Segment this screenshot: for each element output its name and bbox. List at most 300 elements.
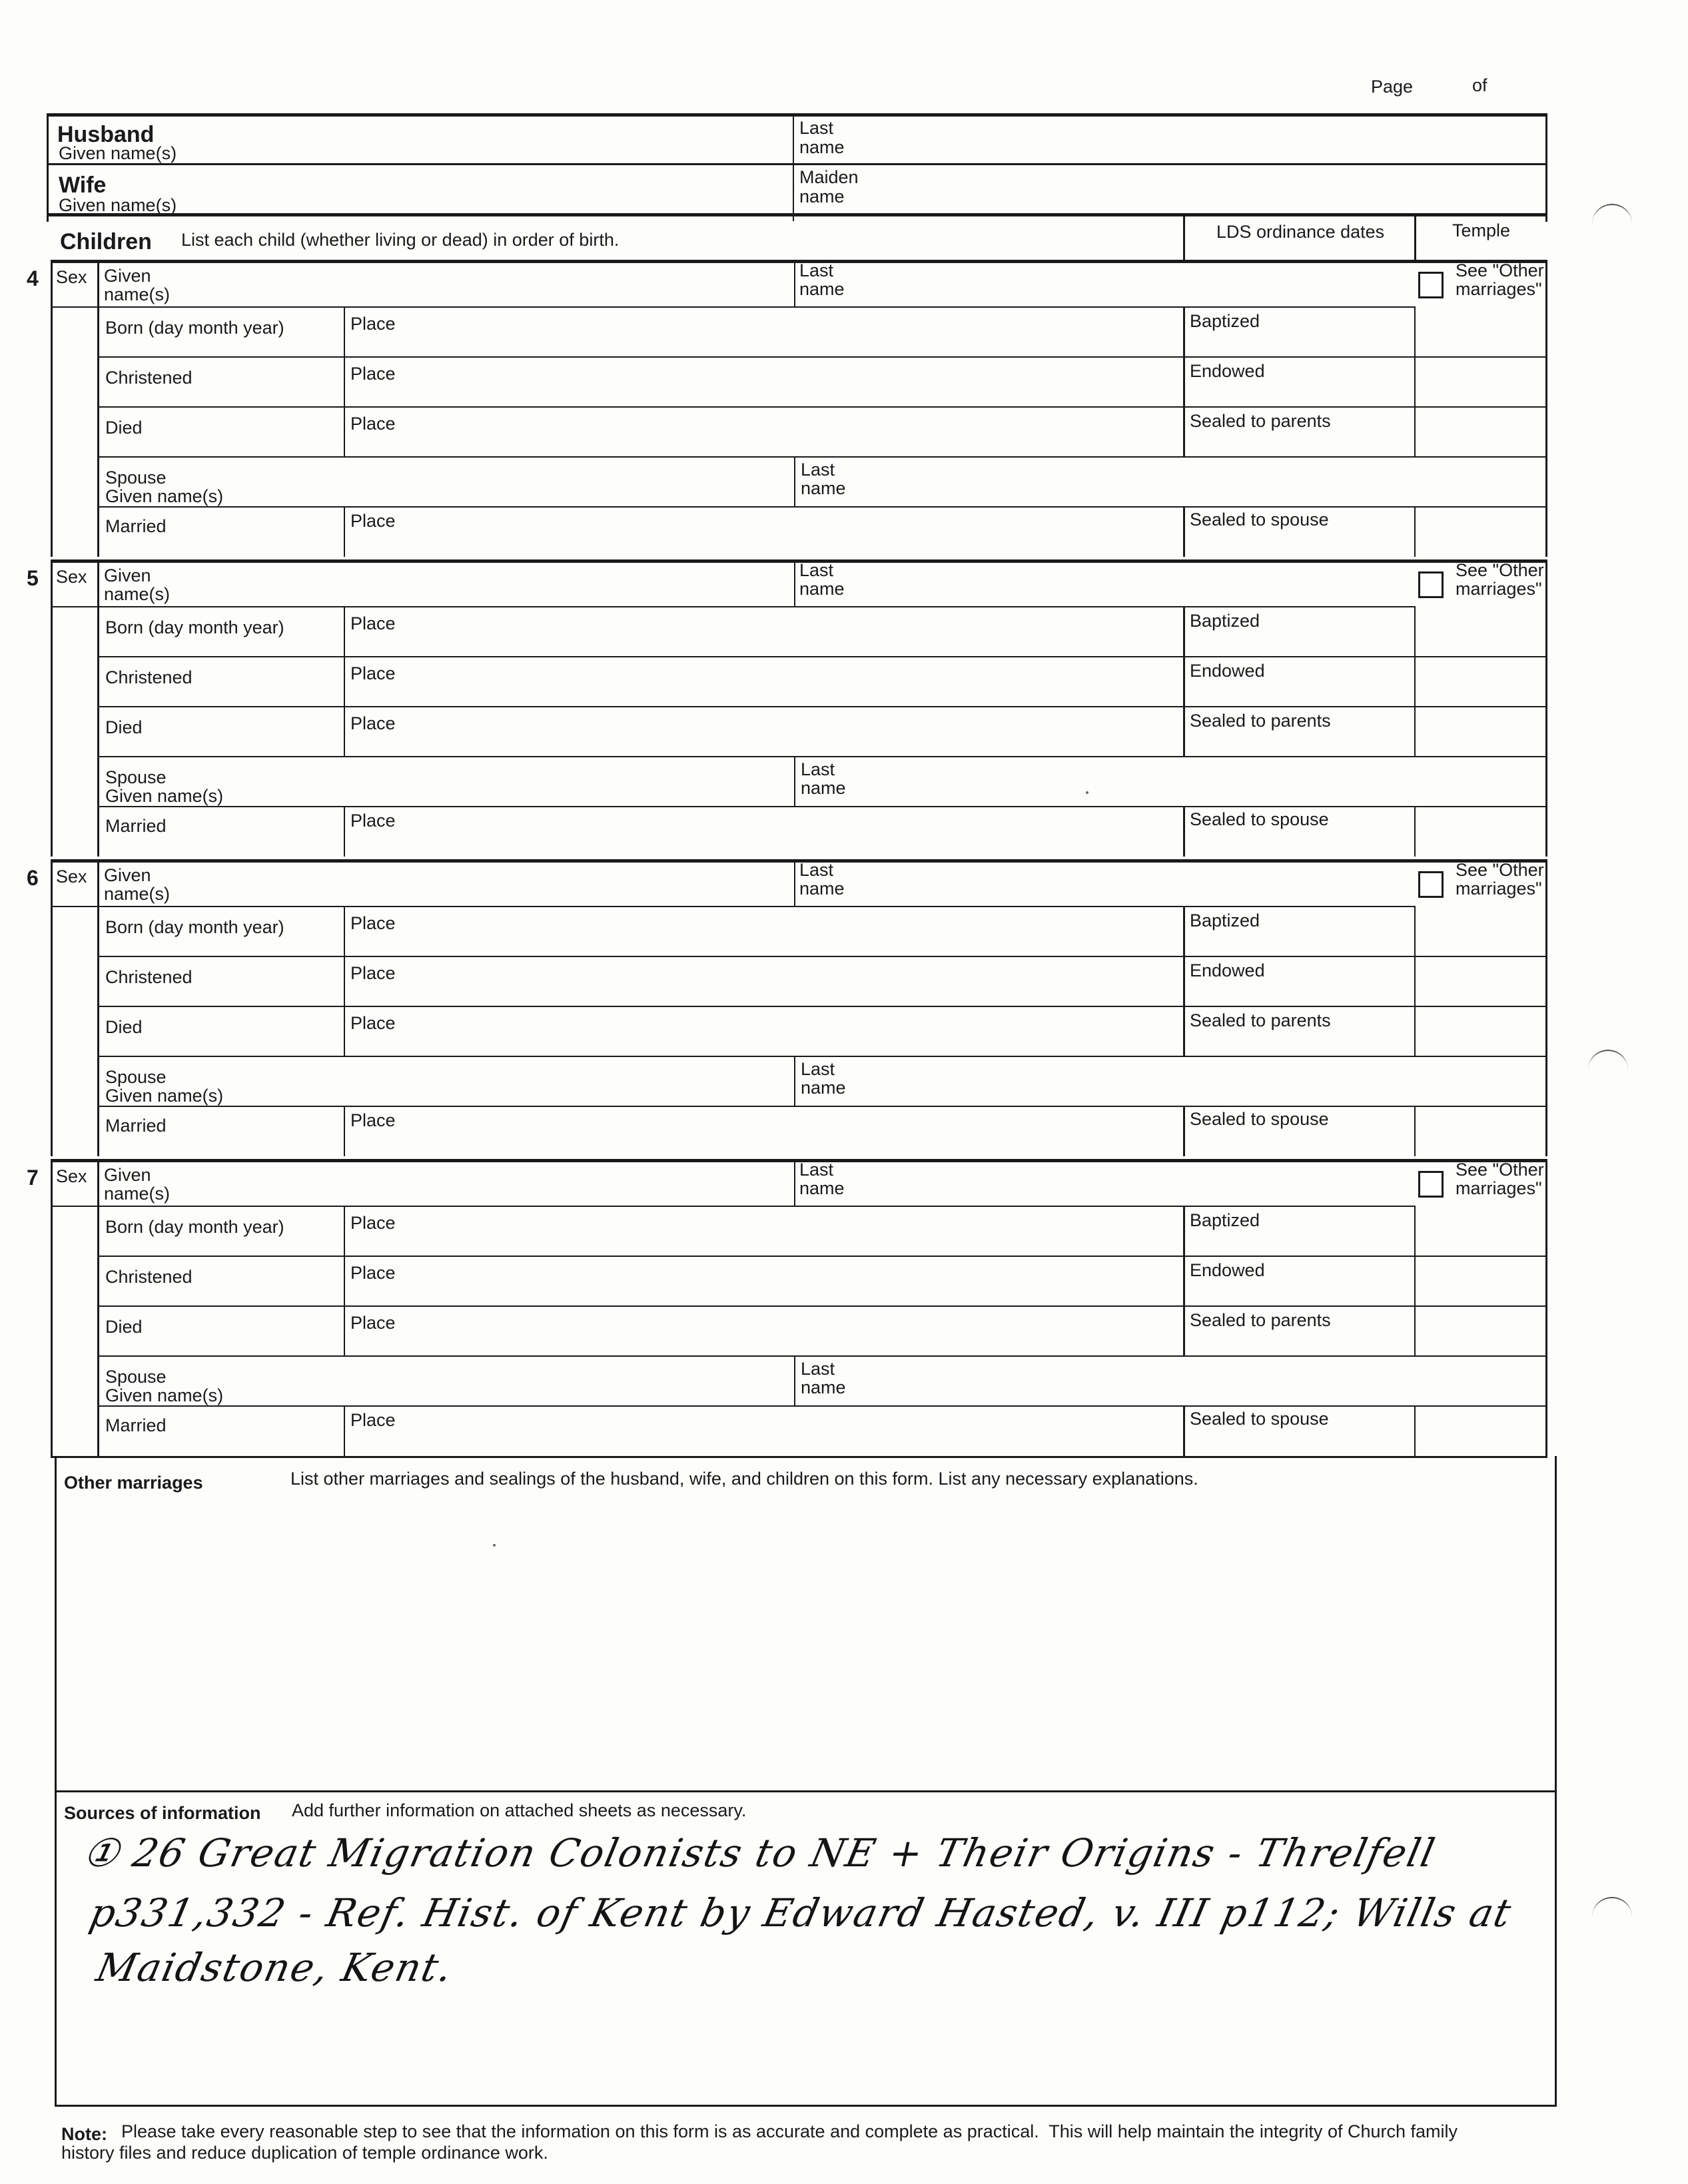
child-last-name-field[interactable] (798, 264, 1187, 305)
given-name-label: Given name(s) (104, 565, 171, 604)
place-divider (344, 306, 345, 356)
place-divider (344, 506, 345, 557)
place-divider (344, 1106, 345, 1156)
ordinance-row-rule (1183, 356, 1547, 358)
lds-divider (1183, 956, 1185, 1006)
spouse-row-rule (97, 1405, 1547, 1407)
christened-date-field[interactable] (101, 659, 341, 704)
married-place-field[interactable] (348, 509, 1180, 554)
sex-column-divider (97, 1159, 99, 1456)
given-row-rule (51, 306, 1414, 308)
baptized-label: Baptized (1190, 1210, 1260, 1230)
sources-handwritten-line-3: Maidstone, Kent. (92, 1945, 458, 1990)
temple-divider (1414, 806, 1416, 857)
baptized-label: Baptized (1190, 611, 1260, 631)
place-divider (344, 406, 345, 456)
husband-last-label: Last name (799, 118, 845, 157)
married-date-field[interactable] (101, 809, 341, 854)
child-given-name-field[interactable] (101, 563, 791, 605)
lds-divider (1183, 656, 1185, 706)
hw-left-border (47, 113, 49, 222)
temple-divider (1414, 706, 1416, 756)
ordinance-row-rule (1183, 1256, 1547, 1257)
married-date-field[interactable] (101, 1108, 341, 1154)
child-left-border (51, 559, 53, 857)
spouse-last-divider (794, 456, 795, 506)
ordinance-row-rule (1183, 1006, 1547, 1007)
child-number: 4 (27, 266, 39, 290)
child-last-name-field[interactable] (798, 560, 1187, 605)
bottom-left-border (55, 1456, 57, 2107)
christened-date-field[interactable] (101, 958, 341, 1004)
ordinance-row-rule (1183, 956, 1547, 957)
ordinance-row-rule (1183, 656, 1547, 657)
sources-title: Sources of information (64, 1803, 261, 1823)
sealed-to-parents-label: Sealed to parents (1190, 1310, 1331, 1330)
temple-left-border (1414, 213, 1416, 260)
given-row-rule (51, 606, 1414, 607)
place-divider (344, 606, 345, 656)
event-row-rule (97, 656, 1183, 657)
place-divider (344, 1305, 345, 1355)
last-name-label: Last name (799, 560, 845, 599)
baptized-temple-field[interactable] (1418, 309, 1544, 354)
married-label: Married (105, 1415, 167, 1435)
sex-label: Sex (56, 267, 87, 287)
sealed-to-spouse-date-field[interactable] (1187, 509, 1413, 554)
christened-place-label: Place (350, 663, 396, 683)
given-row-rule (51, 1206, 1414, 1207)
baptized-date-field[interactable] (1187, 909, 1413, 954)
spouse-last-name-label: Last name (801, 1359, 846, 1397)
died-place-label: Place (350, 1313, 396, 1333)
binder-hole-mark (1588, 1050, 1628, 1071)
note-line-1: Please take every reasonable step to see that the information on this form is as accurate and complete as practical. This will help maintain the integrity of Church family (121, 2121, 1458, 2141)
sealed-to-spouse-date-field[interactable] (1187, 1108, 1413, 1154)
spouse-given-name-field[interactable] (101, 1058, 791, 1104)
event-row-rule (97, 406, 1183, 408)
sex-label: Sex (56, 567, 87, 587)
sealed-to-parents-date-field[interactable] (1187, 409, 1413, 454)
lds-divider (1183, 906, 1185, 956)
place-divider (344, 956, 345, 1006)
temple-label: Temple (1452, 220, 1511, 240)
born-label: Born (day month year) (105, 617, 284, 637)
sources-instruction: Add further information on attached sheets as necessary. (292, 1800, 747, 1820)
sealed-to-parents-label: Sealed to parents (1190, 1010, 1331, 1030)
temple-divider (1414, 1305, 1416, 1355)
binder-hole-mark (1592, 204, 1632, 225)
born-place-field[interactable] (348, 1208, 1180, 1254)
husband-last-field[interactable] (795, 117, 1544, 163)
sealed-to-parents-date-field[interactable] (1187, 1308, 1413, 1353)
spouse-last-name-field[interactable] (798, 459, 1544, 504)
last-name-divider (794, 559, 795, 606)
children-title: Children (60, 229, 152, 254)
child-left-border (51, 859, 53, 1156)
died-date-field[interactable] (101, 709, 341, 754)
temple-divider (1414, 656, 1416, 706)
sealed-to-parents-temple-field[interactable] (1418, 1008, 1544, 1054)
event-row-rule (97, 356, 1183, 358)
christened-label: Christened (105, 967, 193, 987)
lds-divider (1183, 406, 1185, 456)
christened-place-label: Place (350, 963, 396, 983)
ordinance-row-rule (1183, 756, 1547, 757)
see-other-marriages-label: See "Other marriages" (1456, 260, 1544, 299)
christened-place-label: Place (350, 1263, 396, 1283)
wife-maiden-label: Maiden name (799, 167, 859, 206)
child-last-name-field[interactable] (798, 1163, 1187, 1204)
last-name-divider (794, 1159, 795, 1206)
sealed-to-parents-date-field[interactable] (1187, 1008, 1413, 1054)
wife-given-field[interactable] (49, 167, 791, 213)
sealed-to-spouse-label: Sealed to spouse (1190, 510, 1329, 530)
baptized-temple-field[interactable] (1418, 609, 1544, 654)
spouse-last-divider (794, 1355, 795, 1405)
event-row-rule (97, 756, 1183, 757)
endowed-temple-field[interactable] (1418, 359, 1544, 404)
place-divider (344, 656, 345, 706)
given-row-rule (51, 906, 1414, 907)
married-place-field[interactable] (348, 809, 1180, 854)
temple-divider (1414, 606, 1416, 656)
spouse-last-name-label: Last name (801, 460, 846, 498)
child-left-border (51, 1159, 53, 1456)
other-marriages-checkbox[interactable] (1418, 571, 1444, 598)
place-divider (344, 706, 345, 756)
sealed-to-spouse-date-field[interactable] (1187, 809, 1413, 854)
child-number: 7 (27, 1166, 39, 1190)
page-label: Page (1371, 77, 1414, 97)
place-divider (344, 1206, 345, 1256)
other-marriages-checkbox[interactable] (1418, 1171, 1444, 1198)
wife-title: Wife (59, 173, 107, 198)
child-right-border (1545, 559, 1547, 857)
event-row-rule (97, 1056, 1183, 1057)
baptized-temple-field[interactable] (1418, 909, 1544, 954)
temple-divider (1414, 356, 1416, 406)
christened-place-field[interactable] (348, 359, 1180, 404)
of-label: of (1472, 75, 1487, 95)
spouse-given-name-field[interactable] (101, 459, 791, 504)
wife-maiden-field[interactable] (795, 167, 1544, 213)
ordinance-row-rule (1183, 1355, 1547, 1357)
sealed-to-parents-label: Sealed to parents (1190, 411, 1331, 431)
temple-divider (1414, 1405, 1416, 1456)
child-sex-field[interactable] (53, 863, 96, 905)
child-right-border (1545, 1159, 1547, 1456)
lds-divider (1183, 1106, 1185, 1156)
husband-title: Husband (57, 122, 155, 147)
sex-label: Sex (56, 1166, 87, 1186)
ordinance-row-rule (1183, 406, 1547, 408)
child-given-name-field[interactable] (101, 264, 791, 305)
spouse-last-name-label: Last name (801, 1059, 846, 1098)
spouse-last-divider (794, 756, 795, 806)
born-date-field[interactable] (101, 909, 341, 954)
sealed-to-parents-temple-field[interactable] (1418, 1308, 1544, 1353)
died-place-field[interactable] (348, 709, 1180, 754)
died-label: Died (105, 717, 143, 737)
died-date-field[interactable] (101, 1008, 341, 1054)
married-place-label: Place (350, 1410, 396, 1430)
married-label: Married (105, 516, 167, 536)
died-date-field[interactable] (101, 1308, 341, 1353)
spouse-given-name-field[interactable] (101, 1358, 791, 1403)
temple-divider (1414, 1106, 1416, 1156)
child-number: 6 (27, 866, 39, 890)
spouse-row-rule (97, 1106, 1547, 1107)
lds-divider (1183, 1256, 1185, 1305)
spouse-last-name-label: Last name (801, 759, 846, 798)
spouse-given-name-field[interactable] (101, 759, 791, 804)
sealed-to-spouse-temple-field[interactable] (1418, 1108, 1544, 1154)
sex-column-divider (97, 859, 99, 1156)
baptized-temple-field[interactable] (1418, 1208, 1544, 1254)
place-divider (344, 906, 345, 956)
other-marriages-title: Other marriages (64, 1473, 203, 1493)
child-sex-field[interactable] (53, 1163, 96, 1204)
temple-divider (1414, 306, 1416, 356)
sources-top-rule (55, 1790, 1556, 1792)
sources-section[interactable] (57, 1793, 1553, 2103)
married-label: Married (105, 1116, 167, 1136)
ordinance-row-rule (1183, 1305, 1547, 1307)
spouse-last-divider (794, 1056, 795, 1106)
lds-divider (1183, 1305, 1185, 1355)
child-last-name-field[interactable] (798, 860, 1187, 905)
see-other-marriages-label: See "Other marriages" (1456, 860, 1544, 899)
christened-label: Christened (105, 368, 193, 388)
endowed-date-field[interactable] (1187, 1258, 1413, 1303)
sealed-to-spouse-temple-field[interactable] (1418, 809, 1544, 854)
husband-given-label: Given name(s) (59, 143, 177, 163)
spouse-row-rule (97, 506, 1547, 508)
born-place-label: Place (350, 613, 396, 633)
spouse-label: Spouse Given name(s) (105, 1067, 224, 1106)
lds-divider (1183, 506, 1185, 557)
temple-divider (1414, 956, 1416, 1006)
lds-divider (1183, 356, 1185, 406)
born-place-field[interactable] (348, 309, 1180, 354)
sex-column-divider (97, 260, 99, 557)
sources-handwritten-line-1: ① 26 Great Migration Colonists to NE + Their Origins - Threlfell (79, 1830, 1440, 1876)
temple-divider (1414, 906, 1416, 956)
born-label: Born (day month year) (105, 917, 284, 937)
married-date-field[interactable] (101, 1408, 341, 1453)
died-place-field[interactable] (348, 1008, 1180, 1054)
ordinance-row-rule (1183, 456, 1547, 458)
christened-date-field[interactable] (101, 359, 341, 404)
given-name-label: Given name(s) (104, 266, 171, 304)
christened-label: Christened (105, 667, 193, 687)
christened-place-field[interactable] (348, 1258, 1180, 1303)
baptized-label: Baptized (1190, 910, 1260, 930)
sex-label: Sex (56, 867, 87, 887)
children-instruction: List each child (whether living or dead) in order of birth. (181, 230, 620, 250)
given-name-label: Given name(s) (104, 1165, 171, 1204)
other-marriages-instruction: List other marriages and sealings of the husband, wife, and children on this form. List any necessary explanations. (290, 1469, 1198, 1489)
bottom-right-border (1555, 1456, 1557, 2107)
christened-label: Christened (105, 1267, 193, 1287)
binder-hole-mark (1592, 1897, 1632, 1918)
endowed-date-field[interactable] (1187, 359, 1413, 404)
born-label: Born (day month year) (105, 1217, 284, 1237)
sealed-to-parents-temple-field[interactable] (1418, 409, 1544, 454)
sealed-to-parents-label: Sealed to parents (1190, 711, 1331, 731)
event-row-rule (97, 1305, 1183, 1307)
other-marriages-checkbox[interactable] (1418, 871, 1444, 898)
see-other-marriages-label: See "Other marriages" (1456, 560, 1544, 599)
spouse-label: Spouse Given name(s) (105, 1367, 224, 1405)
died-label: Died (105, 1017, 143, 1037)
lds-divider (1183, 606, 1185, 656)
temple-divider (1414, 1206, 1416, 1256)
spouse-last-name-field[interactable] (798, 1358, 1544, 1403)
child-sex-field[interactable] (53, 264, 96, 305)
sealed-to-parents-temple-field[interactable] (1418, 709, 1544, 754)
endowed-label: Endowed (1190, 661, 1265, 681)
endowed-date-field[interactable] (1187, 958, 1413, 1004)
endowed-label: Endowed (1190, 1260, 1265, 1280)
died-label: Died (105, 1317, 143, 1337)
children-bottom-rule (51, 1456, 1547, 1458)
born-date-field[interactable] (101, 309, 341, 354)
scan-speck (493, 1544, 496, 1547)
see-other-marriages-label: See "Other marriages" (1456, 1160, 1544, 1198)
born-label: Born (day month year) (105, 318, 284, 338)
endowed-label: Endowed (1190, 361, 1265, 381)
born-date-field[interactable] (101, 1208, 341, 1254)
note-title: Note: (61, 2124, 107, 2144)
baptized-date-field[interactable] (1187, 309, 1413, 354)
spouse-last-name-field[interactable] (798, 759, 1544, 804)
last-name-divider (794, 859, 795, 906)
endowed-temple-field[interactable] (1418, 958, 1544, 1004)
married-label: Married (105, 816, 167, 836)
child-sex-field[interactable] (53, 563, 96, 605)
spouse-label: Spouse Given name(s) (105, 468, 224, 506)
lds-divider (1183, 1006, 1185, 1056)
place-divider (344, 1256, 345, 1305)
born-place-label: Place (350, 1213, 396, 1233)
baptized-label: Baptized (1190, 311, 1260, 331)
sealed-to-parents-date-field[interactable] (1187, 709, 1413, 754)
married-place-label: Place (350, 811, 396, 831)
other-marriages-checkbox[interactable] (1418, 272, 1444, 298)
born-place-field[interactable] (348, 909, 1180, 954)
christened-place-field[interactable] (348, 659, 1180, 704)
married-date-field[interactable] (101, 509, 341, 554)
sources-bottom-rule (55, 2105, 1556, 2107)
child-given-name-field[interactable] (101, 863, 791, 905)
temple-divider (1414, 406, 1416, 456)
hw-right-border (1545, 113, 1547, 222)
sealed-to-spouse-temple-field[interactable] (1418, 1408, 1544, 1453)
died-place-label: Place (350, 713, 396, 733)
top-rule (47, 113, 1547, 117)
sealed-to-spouse-label: Sealed to spouse (1190, 809, 1329, 829)
event-row-rule (97, 456, 1183, 458)
baptized-date-field[interactable] (1187, 609, 1413, 654)
spouse-label: Spouse Given name(s) (105, 767, 224, 806)
ordinance-row-rule (1183, 706, 1547, 707)
endowed-temple-field[interactable] (1418, 659, 1544, 704)
note-line-2: history files and reduce duplication of temple ordinance work. (61, 2143, 548, 2163)
wife-bottom-rule (47, 213, 1547, 216)
lds-left-border (1183, 213, 1185, 260)
married-place-field[interactable] (348, 1108, 1180, 1154)
event-row-rule (97, 1006, 1183, 1007)
christened-place-label: Place (350, 364, 396, 384)
sex-column-divider (97, 559, 99, 857)
temple-divider (1414, 1006, 1416, 1056)
married-place-field[interactable] (348, 1408, 1180, 1453)
place-divider (344, 356, 345, 406)
child-number: 5 (27, 566, 39, 590)
endowed-temple-field[interactable] (1418, 1258, 1544, 1303)
died-label: Died (105, 418, 143, 438)
place-divider (344, 806, 345, 857)
husband-bottom-rule (47, 163, 1547, 165)
place-divider (344, 1006, 345, 1056)
sources-handwritten-line-2: p331,332 - Ref. Hist. of Kent by Edward Hasted, v. III p112; Wills at (85, 1890, 1516, 1936)
sealed-to-spouse-label: Sealed to spouse (1190, 1109, 1329, 1129)
sealed-to-spouse-temple-field[interactable] (1418, 509, 1544, 554)
born-place-label: Place (350, 913, 396, 933)
christened-date-field[interactable] (101, 1258, 341, 1303)
christened-place-field[interactable] (348, 958, 1180, 1004)
lds-divider (1183, 706, 1185, 756)
lds-divider (1183, 1405, 1185, 1456)
last-name-label: Last name (799, 860, 845, 899)
child-given-name-field[interactable] (101, 1163, 791, 1204)
spouse-last-name-field[interactable] (798, 1058, 1544, 1104)
husband-given-field[interactable] (49, 117, 791, 163)
died-place-field[interactable] (348, 409, 1180, 454)
born-date-field[interactable] (101, 609, 341, 654)
child-right-border (1545, 859, 1547, 1156)
hw-divider (793, 115, 794, 221)
last-name-divider (794, 260, 795, 306)
died-place-field[interactable] (348, 1308, 1180, 1353)
endowed-label: Endowed (1190, 960, 1265, 980)
temple-divider (1414, 1256, 1416, 1305)
died-date-field[interactable] (101, 409, 341, 454)
other-marriages-section[interactable] (57, 1460, 1553, 1789)
event-row-rule (97, 1355, 1183, 1357)
given-name-label: Given name(s) (104, 865, 171, 904)
born-place-label: Place (350, 314, 396, 334)
sealed-to-spouse-date-field[interactable] (1187, 1408, 1413, 1453)
event-row-rule (97, 956, 1183, 957)
married-place-label: Place (350, 1110, 396, 1130)
married-place-label: Place (350, 511, 396, 531)
scan-speck (1086, 791, 1088, 794)
child-right-border (1545, 260, 1547, 557)
spouse-row-rule (97, 806, 1547, 807)
born-place-field[interactable] (348, 609, 1180, 654)
endowed-date-field[interactable] (1187, 659, 1413, 704)
sealed-to-spouse-label: Sealed to spouse (1190, 1409, 1329, 1429)
event-row-rule (97, 1256, 1183, 1257)
lds-divider (1183, 1206, 1185, 1256)
event-row-rule (97, 706, 1183, 707)
baptized-date-field[interactable] (1187, 1208, 1413, 1254)
ordinance-row-rule (1183, 1056, 1547, 1057)
last-name-label: Last name (799, 260, 845, 299)
